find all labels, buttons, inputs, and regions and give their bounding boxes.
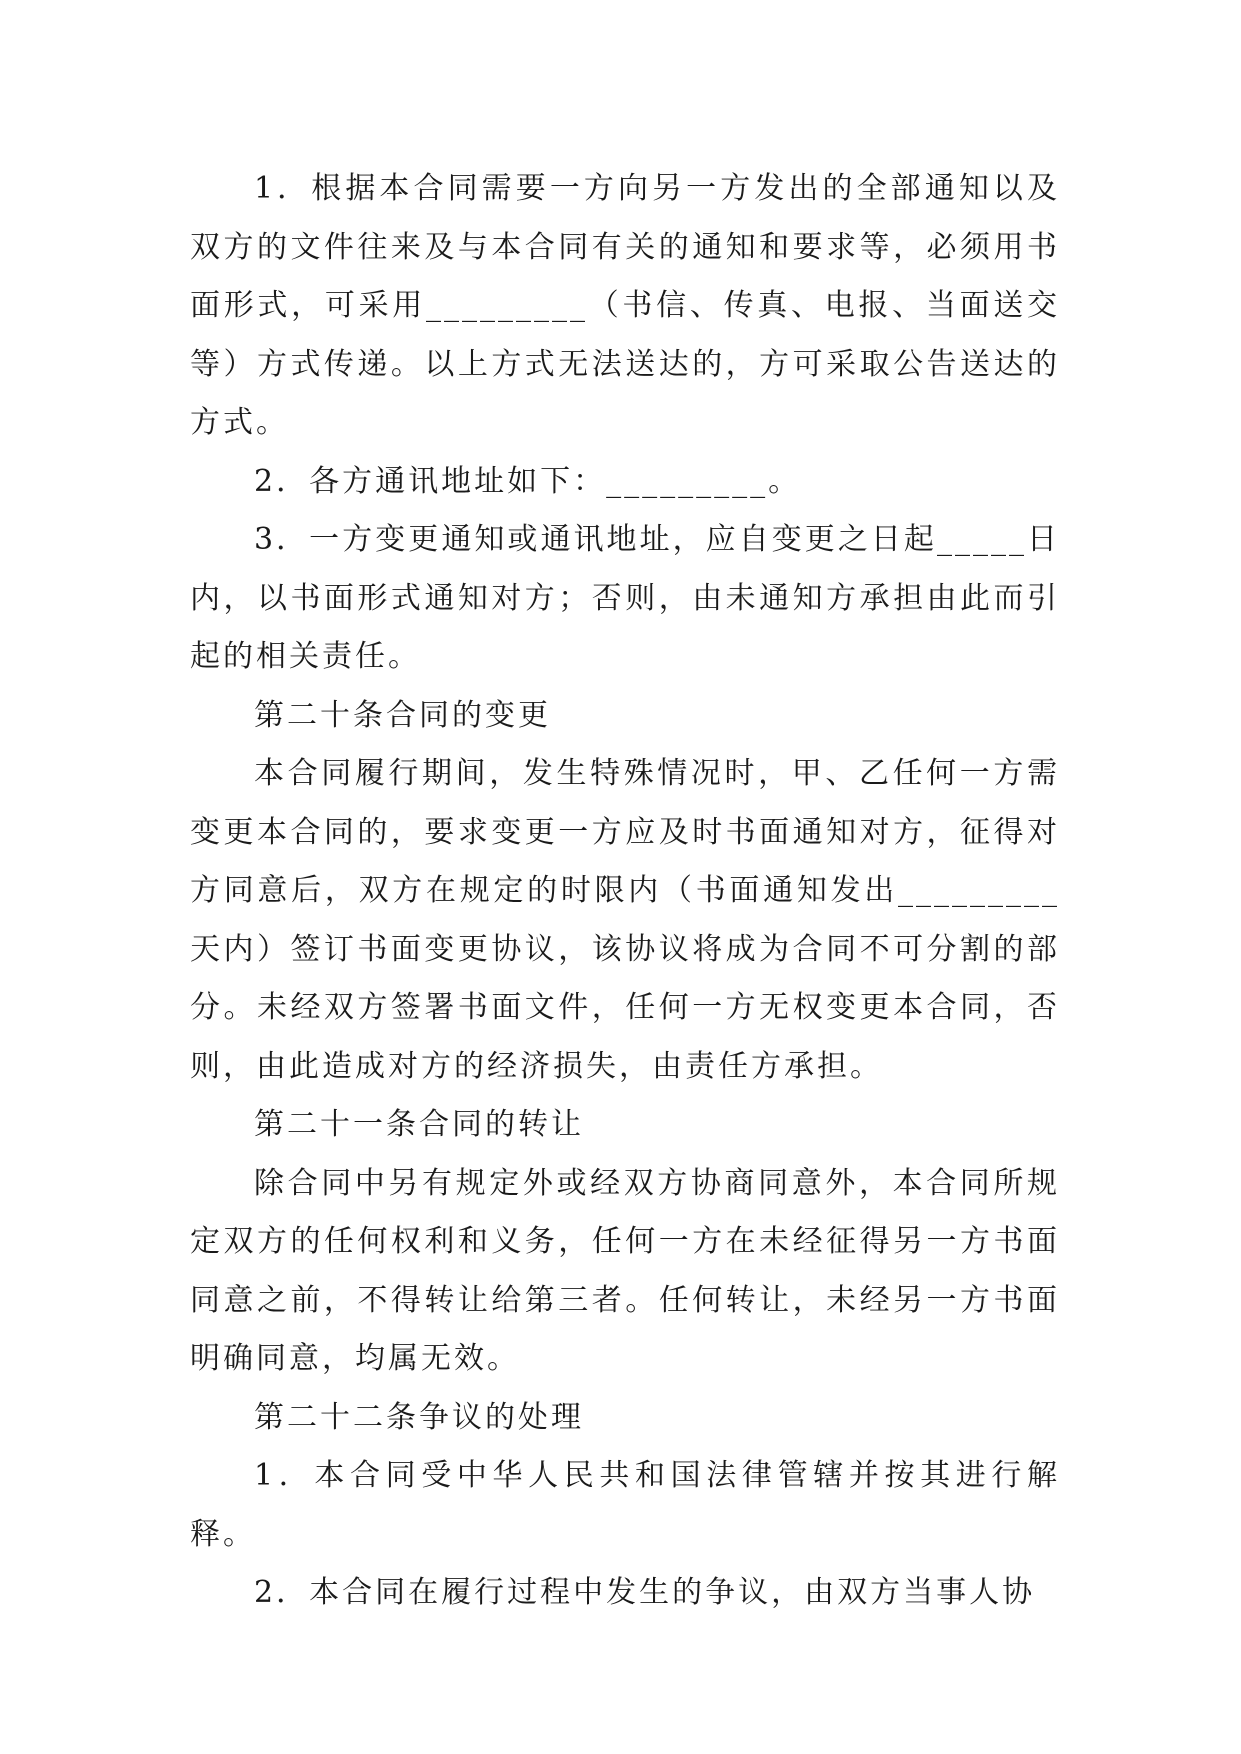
clause-19-item-2: 2．各方通讯地址如下：_________。 — [254, 463, 802, 499]
clause-20-body: 本合同履行期间，发生特殊情况时，甲、乙任何一方需变更本合同的，要求变更一方应及时书面通知对方，征得对方同意后，双方在规定的时限内（书面通知发出_________天内）签订书面变更协议，该协议将成为合同不可分割的部分。未经双方签署书面文件，任何一方无权变更本合同，否则，由此造成对方的经济损失，由责任方承担。 — [190, 756, 1060, 1084]
clause-19-item-3: 3．一方变更通知或通讯地址，应自变更之日起_____日内，以书面形式通知对方；否则，由未通知方承担由此而引起的相关责任。 — [190, 522, 1060, 674]
clause-19-item-1: 1．根据本合同需要一方向另一方发出的全部通知以及双方的文件往来及与本合同有关的通知和要求等，必须用书面形式，可采用_________（书信、传真、电报、当面送交等）方式传递。以上方式无法送达的，方可采取公告送达的方式。 — [190, 171, 1060, 440]
clause-22-item-1: 1．本合同受中华人民共和国法律管辖并按其进行解释。 — [190, 1458, 1060, 1552]
document-page — [190, 160, 1060, 1623]
clause-21-body: 除合同中另有规定外或经双方协商同意外，本合同所规定双方的任何权利和义务，任何一方在未经征得另一方书面同意之前，不得转让给第三者。任何转让，未经另一方书面明确同意，均属无效。 — [190, 1165, 1060, 1376]
clause-22-item-2: 2．本合同在履行过程中发生的争议，由双方当事人协 — [254, 1575, 1036, 1610]
clause-21-heading: 第二十一条合同的转让 — [254, 1107, 584, 1142]
clause-22-heading: 第二十二条争议的处理 — [254, 1399, 584, 1435]
clause-20-heading: 第二十条合同的变更 — [254, 697, 551, 733]
